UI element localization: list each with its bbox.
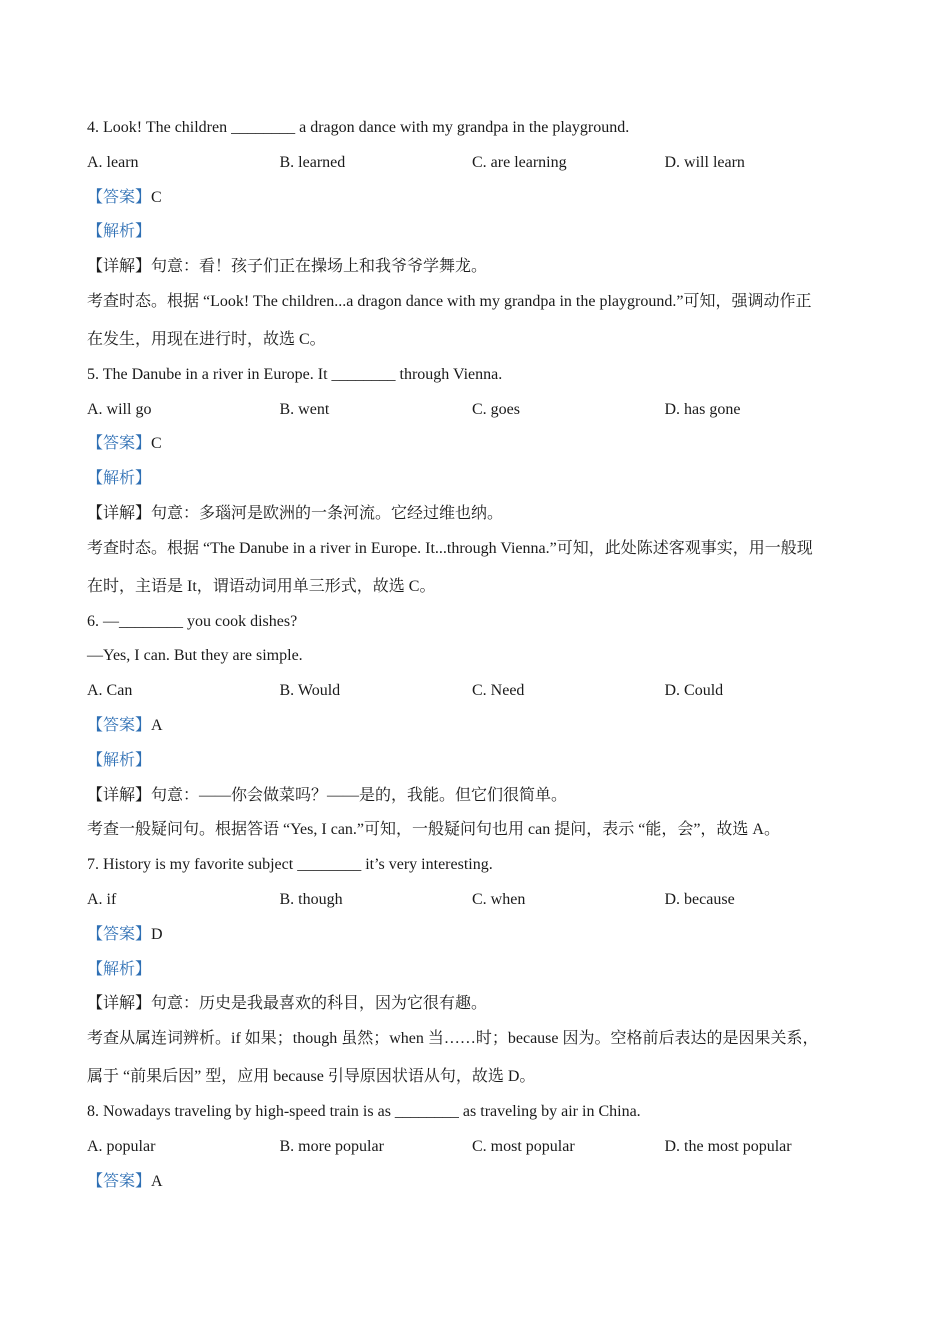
question-stem-reply: —Yes, I can. But they are simple. (87, 647, 303, 665)
options (87, 887, 857, 922)
answer-value: C (151, 188, 162, 206)
explain-line: 属于 “前果后因” 型，应用 because 引导原因状语从句，故选 D。 (87, 1068, 536, 1086)
explain-line: 考查一般疑问句。根据答语 “Yes, I can.”可知，一般疑问句也用 can 提问，表示 “能，会”，故选 A。 (87, 821, 780, 839)
question-5 (87, 362, 857, 609)
option-c: C. are learning (472, 153, 567, 171)
explain-line: 考查时态。根据 “Look! The children...a dragon dance with my grandpa in the playground.”可知，强调动作正 (87, 292, 812, 310)
detail-text: 句意：——你会做菜吗？——是的，我能。但它们很简单。 (151, 786, 568, 804)
answer-value: D (151, 925, 163, 943)
analysis-line (87, 466, 857, 501)
analysis-tag: 【解析】 (87, 470, 152, 488)
detail-line (87, 501, 857, 536)
explain-line: 考查时态。根据 “The Danube in a river in Europe. It...through Vienna.”可知，此处陈述客观事实，用一般现 (87, 539, 813, 557)
question-stem: 8. Nowadays traveling by high-speed train is as ________ as traveling by air in China. (87, 1102, 641, 1120)
option-d: D. will learn (664, 153, 745, 171)
detail-line (87, 254, 857, 289)
option-a: A. learn (87, 153, 139, 171)
options (87, 150, 857, 185)
answer-line (87, 713, 857, 748)
option-b: B. went (279, 400, 330, 418)
option-c: C. most popular (472, 1137, 575, 1155)
answer-tag: 【答案】 (87, 435, 152, 453)
option-b: B. more popular (279, 1137, 384, 1155)
question-4 (87, 115, 857, 362)
option-a: A. if (87, 890, 117, 908)
answer-value: A (151, 1172, 163, 1190)
detail-tag: 【详解】 (87, 504, 152, 522)
detail-text: 句意：历史是我最喜欢的科目，因为它很有趣。 (151, 995, 488, 1013)
answer-value: C (151, 435, 162, 453)
answer-tag: 【答案】 (87, 716, 152, 734)
detail-tag: 【详解】 (87, 786, 152, 804)
detail-tag: 【详解】 (87, 995, 152, 1013)
answer-line (87, 1169, 857, 1204)
detail-text: 句意：多瑙河是欧洲的一条河流。它经过维也纳。 (151, 504, 504, 522)
answer-line (87, 185, 857, 220)
explain-line: 考查从属连词辨析。if 如果；though 虽然；when 当……时；because 因为。空格前后表达的是因果关系， (87, 1030, 819, 1048)
option-d: D. has gone (664, 400, 741, 418)
option-d: D. because (664, 890, 735, 908)
option-b: B. though (279, 890, 343, 908)
option-c: C. Need (472, 682, 525, 700)
answer-tag: 【答案】 (87, 1172, 152, 1190)
analysis-tag: 【解析】 (87, 751, 152, 769)
detail-text: 句意：看！孩子们正在操场上和我爷爷学舞龙。 (151, 258, 488, 276)
option-a: A. Can (87, 682, 133, 700)
answer-line (87, 431, 857, 466)
analysis-line (87, 957, 857, 992)
answer-line (87, 922, 857, 957)
option-d: D. the most popular (664, 1137, 792, 1155)
question-stem: 6. —________ you cook dishes? (87, 612, 298, 630)
analysis-line (87, 219, 857, 254)
answer-tag: 【答案】 (87, 925, 152, 943)
option-a: A. will go (87, 400, 152, 418)
option-c: C. goes (472, 400, 520, 418)
explain-line: 在时，主语是 It，谓语动词用单三形式，故选 C。 (87, 577, 436, 595)
options (87, 1134, 857, 1169)
option-b: B. Would (279, 682, 341, 700)
detail-tag: 【详解】 (87, 258, 152, 276)
answer-tag: 【答案】 (87, 188, 152, 206)
question-8 (87, 1099, 857, 1203)
question-stem: 4. Look! The children ________ a dragon dance with my grandpa in the playground. (87, 119, 630, 136)
detail-line (87, 991, 857, 1026)
analysis-line (87, 748, 857, 783)
option-c: C. when (472, 890, 526, 908)
explain-line: 在发生，用现在进行时，故选 C。 (87, 330, 326, 348)
detail-line (87, 783, 857, 818)
options (87, 397, 857, 432)
answer-value: A (151, 716, 163, 734)
content (87, 115, 857, 1203)
question-stem: 7. History is my favorite subject ________ it’s very interesting. (87, 856, 493, 874)
option-a: A. popular (87, 1137, 156, 1155)
analysis-tag: 【解析】 (87, 960, 152, 978)
options (87, 678, 857, 713)
question-stem: 5. The Danube in a river in Europe. It ________ through Vienna. (87, 365, 503, 383)
question-6 (87, 609, 857, 853)
option-d: D. Could (664, 682, 724, 700)
question-7 (87, 852, 857, 1099)
analysis-tag: 【解析】 (87, 223, 152, 241)
option-b: B. learned (279, 153, 346, 171)
